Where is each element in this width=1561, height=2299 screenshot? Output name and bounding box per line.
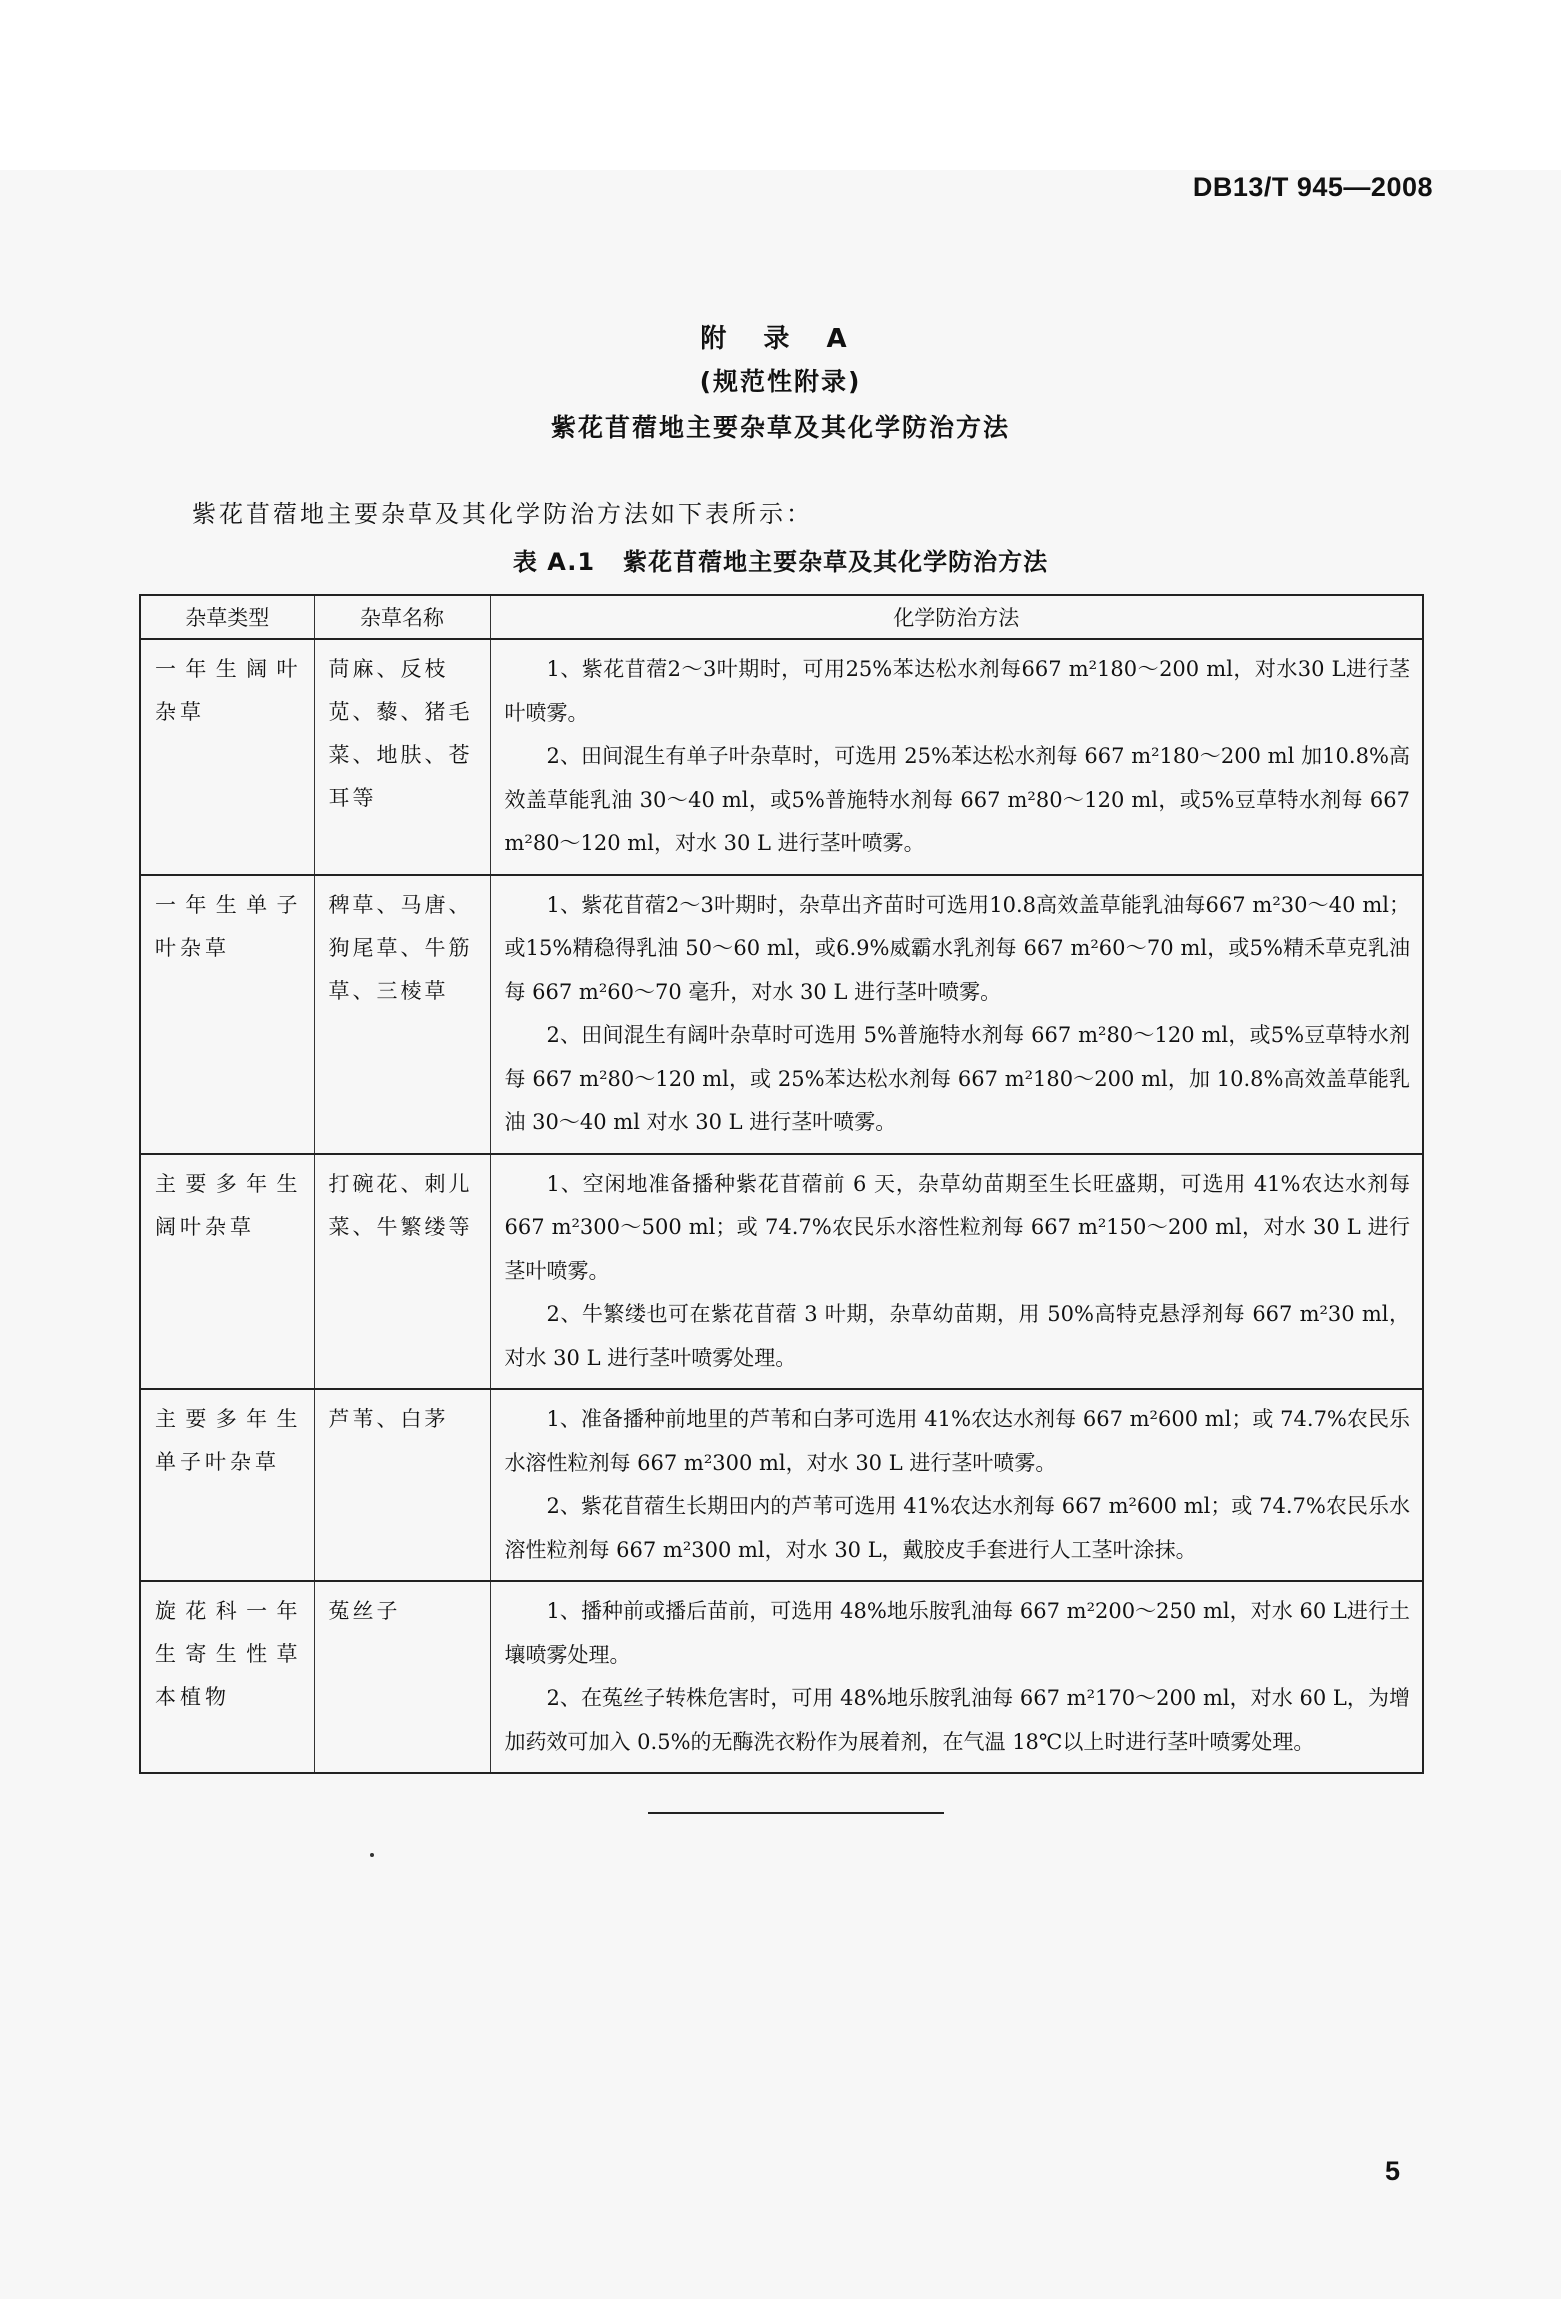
method-paragraph: 1、播种前或播后苗前，可选用 48%地乐胺乳油每 667 m²200～250 ml，对水 60 L进行土壤喷雾处理。: [504, 1599, 1410, 1667]
annex-type: (规范性附录): [699, 367, 862, 396]
page-number: 5: [1384, 2156, 1400, 2186]
scan-speck: [370, 1853, 374, 1857]
table-header-row: [140, 595, 1423, 639]
method-cell: [490, 1154, 1423, 1390]
weed-type-cell: 一年生阔叶杂草: [140, 639, 314, 875]
table-caption-title: 紫花苜蓿地主要杂草及其化学防治方法: [623, 548, 1049, 576]
column-header-weed-type: 杂草类型: [140, 595, 314, 639]
table-row: [140, 875, 1423, 1154]
top-margin: [0, 0, 1561, 170]
weed-name-cell: 稗草、马唐、狗尾草、牛筋草、三棱草: [314, 875, 490, 1154]
weed-name-cell: 菟丝子: [314, 1581, 490, 1773]
standard-code: DB13/T 945—2008: [1192, 172, 1433, 202]
weed-type-cell: 主要多年生单子叶杂草: [140, 1389, 314, 1581]
weed-control-table: [139, 594, 1424, 1774]
table-row: [140, 1389, 1423, 1581]
method-cell: [490, 1389, 1423, 1581]
method-paragraph: 2、牛繁缕也可在紫花苜蓿 3 叶期，杂草幼苗期，用 50%高特克悬浮剂每 667 m²30 ml，对水 30 L 进行茎叶喷雾处理。: [504, 1302, 1410, 1370]
weed-name-cell: 苘麻、反枝苋、藜、猪毛菜、地肤、苍耳等: [314, 639, 490, 875]
method-cell: [490, 639, 1423, 875]
column-header-weed-name: 杂草名称: [314, 595, 490, 639]
weed-type-cell: 一年生单子叶杂草: [140, 875, 314, 1154]
method-cell: [490, 1581, 1423, 1773]
annex-label: 附 录 A: [700, 324, 861, 354]
annex-title: 紫花苜蓿地主要杂草及其化学防治方法: [550, 413, 1010, 442]
table-row: [140, 1154, 1423, 1390]
weed-name-cell: 芦苇、白茅: [314, 1389, 490, 1581]
method-paragraph: 1、准备播种前地里的芦苇和白茅可选用 41%农达水剂每 667 m²600 ml；或 74.7%农民乐水溶性粒剂每 667 m²300 ml，对水 30 L 进行茎叶喷雾。: [504, 1407, 1410, 1475]
table-row: [140, 639, 1423, 875]
table-caption: [0, 542, 1561, 577]
method-paragraph: 2、田间混生有阔叶杂草时可选用 5%普施特水剂每 667 m²80～120 ml，或5%豆草特水剂每 667 m²80～120 ml，或 25%苯达松水剂每 667 m²180～200 ml，加 10.8%高效盖草能乳油 30～40 ml 对水 30 L 进行茎叶喷雾。: [504, 1023, 1410, 1134]
weed-name-cell: 打碗花、刺儿菜、牛繁缕等: [314, 1154, 490, 1390]
weed-type-cell: 主要多年生阔叶杂草: [140, 1154, 314, 1390]
table-row: [140, 1581, 1423, 1773]
method-paragraph: 1、紫花苜蓿2～3叶期时，可用25%苯达松水剂每667 m²180～200 ml，对水30 L进行茎叶喷雾。: [504, 657, 1410, 725]
weed-type-cell: 旋花科一年生寄生性草本植物: [140, 1581, 314, 1773]
method-paragraph: 1、空闲地准备播种紫花苜蓿前 6 天，杂草幼苗期至生长旺盛期，可选用 41%农达水剂每 667 m²300～500 ml；或 74.7%农民乐水溶性粒剂每 667 m²150～200 ml，对水 30 L 进行茎叶喷雾。: [504, 1171, 1410, 1283]
method-paragraph: 1、紫花苜蓿2～3叶期时，杂草出齐苗时可选用10.8高效盖草能乳油每667 m²30～40 ml；或15%精稳得乳油 50～60 ml，或6.9%威霸水乳剂每 667 m²60～70 ml，或5%精禾草克乳油每 667 m²60～70 毫升，对水 30 L 进行茎叶喷雾。: [504, 892, 1410, 1004]
method-cell: [490, 875, 1423, 1154]
method-paragraph: 2、紫花苜蓿生长期田内的芦苇可选用 41%农达水剂每 667 m²600 ml；或 74.7%农民乐水溶性粒剂每 667 m²300 ml，对水 30 L，戴胶皮手套进行人工茎叶涂抹。: [504, 1494, 1410, 1562]
method-paragraph: 2、在菟丝子转株危害时，可用 48%地乐胺乳油每 667 m²170～200 ml，对水 60 L，为增加药效可加入 0.5%的无酶洗衣粉作为展着剂，在气温 18℃以上时进行茎叶喷雾处理。: [504, 1686, 1410, 1754]
method-paragraph: 2、田间混生有单子叶杂草时，可选用 25%苯达松水剂每 667 m²180～200 ml 加10.8%高效盖草能乳油 30～40 ml，或5%普施特水剂每 667 m²80～120 ml，或5%豆草特水剂每 667 m²80～120 ml，对水 30 L 进行茎叶喷雾。: [504, 744, 1410, 855]
table-caption-number: 表 A.1: [512, 548, 596, 576]
column-header-chemical-method: 化学防治方法: [490, 595, 1423, 639]
intro-paragraph: 紫花苜蓿地主要杂草及其化学防治方法如下表所示：: [192, 500, 813, 528]
end-rule: [648, 1812, 944, 1814]
